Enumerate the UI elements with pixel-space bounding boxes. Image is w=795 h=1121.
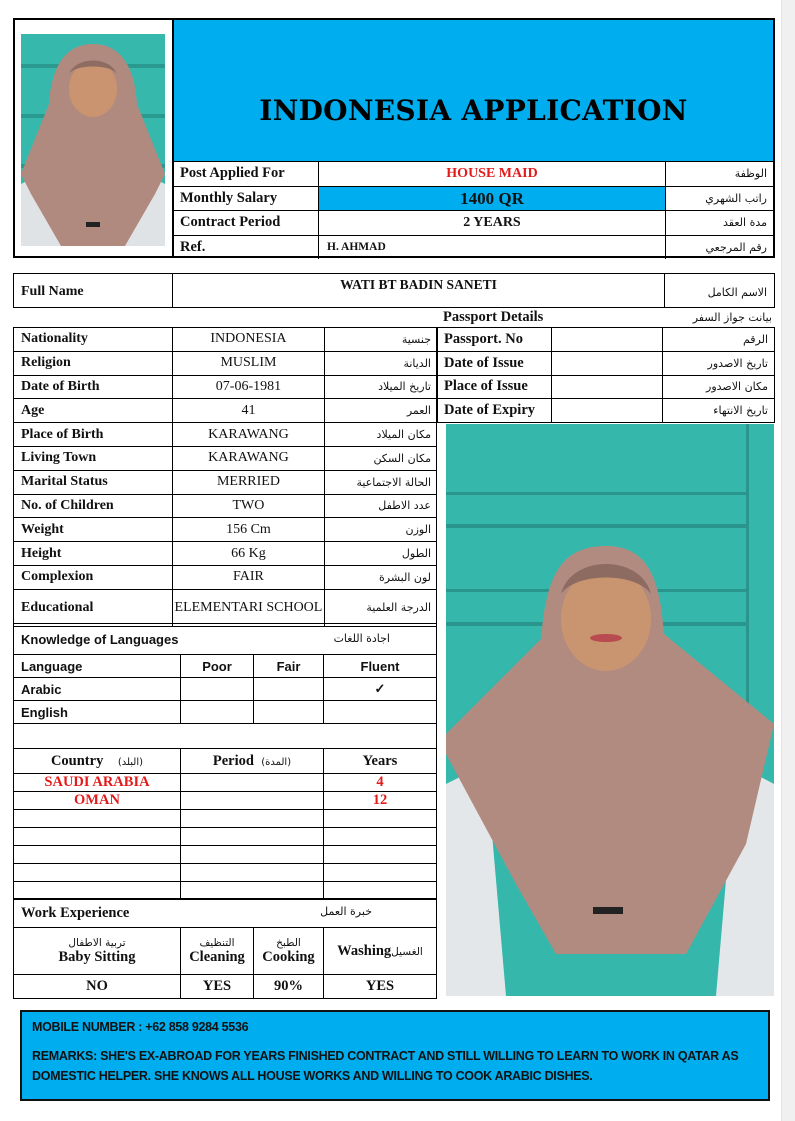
- issue-date-label: Date of Issue: [438, 351, 552, 375]
- table-row: [438, 328, 775, 352]
- period-cell: [181, 882, 324, 900]
- english-poor: [181, 701, 254, 724]
- work-title: Work Experience: [21, 904, 130, 921]
- col-poor: Poor: [181, 655, 254, 678]
- marital-arabic: الحالة الاجتماعية: [325, 470, 437, 494]
- languages-table: [13, 623, 437, 749]
- application-header: [13, 18, 775, 258]
- dob-arabic: تاريخ الميلاد: [325, 375, 437, 399]
- weight-arabic: الوزن: [325, 518, 437, 542]
- years-cell: [324, 864, 437, 882]
- table-row: [14, 446, 437, 470]
- table-row: [14, 399, 437, 423]
- arabic-poor: [181, 678, 254, 701]
- religion-label: Religion: [14, 351, 173, 375]
- country-cell: [14, 828, 181, 846]
- ref-arabic: رقم المرجعي: [705, 240, 767, 254]
- years-cell: [324, 846, 437, 864]
- table-row: [14, 470, 437, 494]
- table-row: [14, 810, 437, 828]
- children-value: TWO: [172, 494, 325, 518]
- period-cell: [181, 846, 324, 864]
- job-summary: [174, 161, 773, 259]
- country-header-arabic: (البلد): [117, 756, 144, 768]
- expiry-label: Date of Expiry: [438, 399, 552, 423]
- language-arabic: Arabic: [14, 678, 181, 701]
- country-cell: OMAN: [14, 792, 181, 810]
- issue-place-arabic: مكان الاصدور: [663, 375, 775, 399]
- education-value: ELEMENTARI SCHOOL: [172, 589, 325, 626]
- languages-heading-row: [14, 624, 437, 655]
- col-years: Years: [324, 749, 437, 774]
- languages-header-row: [14, 655, 437, 678]
- country-cell: [14, 846, 181, 864]
- table-row: [438, 351, 775, 375]
- baby-sitting-label: Baby Sitting: [58, 948, 136, 965]
- education-label: Educational: [14, 589, 173, 626]
- expiry-arabic: تاريخ الانتهاء: [663, 399, 775, 423]
- full-name-value: WATI BT BADIN SANETI: [173, 274, 665, 307]
- years-cell: [324, 882, 437, 900]
- languages-title: Knowledge of Languages: [21, 631, 179, 647]
- post-value: HOUSE MAID: [319, 162, 666, 186]
- languages-heading: [14, 624, 437, 655]
- table-row: [14, 565, 437, 589]
- issue-date-arabic: تاريخ الاصدور: [663, 351, 775, 375]
- birthplace-arabic: مكان الميلاد: [325, 423, 437, 447]
- issue-date-value: [552, 351, 663, 375]
- contract-arabic: مدة العقد: [723, 216, 767, 229]
- contract-label: Contract Period: [174, 211, 319, 235]
- period-cell: [181, 792, 324, 810]
- row-monthly-salary: [174, 186, 773, 211]
- expiry-value: [552, 399, 663, 423]
- experience-table: [13, 748, 437, 900]
- table-row: [438, 375, 775, 399]
- country-cell: SAUDI ARABIA: [14, 774, 181, 792]
- passport-title-arabic: بيانت جواز السفر: [692, 311, 772, 324]
- table-row: [14, 328, 437, 352]
- complexion-arabic: لون البشرة: [325, 565, 437, 589]
- skill-cooking: [254, 928, 324, 975]
- languages-title-arabic: اجادة اللغات: [333, 631, 390, 645]
- cleaning-arabic: التنظيف: [199, 936, 235, 949]
- passport-no-label: Passport. No: [438, 328, 552, 352]
- applicant-photo-large: [446, 424, 774, 996]
- years-cell: 4: [324, 774, 437, 792]
- ref-label: Ref.: [174, 236, 319, 260]
- passport-no-arabic: الرقم: [663, 328, 775, 352]
- living-town-arabic: مكان السكن: [325, 446, 437, 470]
- remarks-text: REMARKS: SHE'S EX-ABROAD FOR YEARS FINISHED CONTRACT AND STILL WILLING TO LEARN TO WORK IN QATAR AS DOMESTIC HELPER. SHE KNOWS ALL HOUSE WORKS AND WILLING TO COOK ARABIC DISHES.: [32, 1049, 739, 1083]
- washing-label: Washing: [337, 942, 392, 959]
- passport-title: Passport Details: [443, 309, 544, 325]
- country-cell: [14, 882, 181, 900]
- weight-label: Weight: [14, 518, 173, 542]
- english-fluent: [324, 701, 437, 724]
- table-row: [14, 494, 437, 518]
- marital-label: Marital Status: [14, 470, 173, 494]
- title-banner: [174, 20, 773, 161]
- table-row: [14, 701, 437, 724]
- religion-value: MUSLIM: [172, 351, 325, 375]
- work-heading: [14, 899, 437, 928]
- marital-value: MERRIED: [172, 470, 325, 494]
- full-name-label: Full Name: [14, 274, 173, 307]
- nationality-arabic: جنسية: [325, 328, 437, 352]
- row-contract-period: [174, 210, 773, 235]
- table-row: [14, 864, 437, 882]
- post-label: Post Applied For: [174, 162, 319, 186]
- age-value: 41: [172, 399, 325, 423]
- country-cell: [14, 864, 181, 882]
- washing-arabic: الغسيل: [391, 945, 423, 958]
- table-row: [14, 792, 437, 810]
- col-fluent: Fluent: [324, 655, 437, 678]
- living-town-value: KARAWANG: [172, 446, 325, 470]
- table-row: [14, 678, 437, 701]
- table-row: [14, 846, 437, 864]
- issue-place-label: Place of Issue: [438, 375, 552, 399]
- work-heading-row: [14, 899, 437, 928]
- applicant-photo-small: [21, 34, 165, 246]
- years-cell: [324, 828, 437, 846]
- issue-place-value: [552, 375, 663, 399]
- height-arabic: الطول: [325, 542, 437, 566]
- col-country: [14, 749, 181, 774]
- table-row: [14, 423, 437, 447]
- arabic-fair: [254, 678, 324, 701]
- education-arabic: الدرجة العلمية: [325, 589, 437, 626]
- skills-values-row: [14, 975, 437, 999]
- work-experience-table: [13, 898, 437, 999]
- salary-label: Monthly Salary: [174, 187, 319, 211]
- spacer-row: [14, 724, 437, 749]
- row-post-applied: [174, 161, 773, 186]
- table-row: [14, 828, 437, 846]
- passport-table: [437, 327, 775, 423]
- scrollbar[interactable]: [781, 0, 795, 1121]
- complexion-label: Complexion: [14, 565, 173, 589]
- cooking-value: 90%: [254, 975, 324, 999]
- passport-details-heading: [443, 309, 775, 326]
- birthplace-value: KARAWANG: [172, 423, 325, 447]
- cleaning-label: Cleaning: [189, 948, 245, 965]
- skill-baby-sitting: [14, 928, 181, 975]
- living-town-label: Living Town: [14, 446, 173, 470]
- col-language: Language: [14, 655, 181, 678]
- personal-details-table: [13, 327, 437, 627]
- salary-value: 1400 QR: [319, 187, 666, 211]
- years-cell: 12: [324, 792, 437, 810]
- period-header: Period: [212, 752, 254, 769]
- country-cell: [14, 810, 181, 828]
- table-row: [14, 375, 437, 399]
- cleaning-value: YES: [181, 975, 254, 999]
- table-row: [14, 882, 437, 900]
- years-cell: [324, 810, 437, 828]
- skills-header-row: [14, 928, 437, 975]
- religion-arabic: الديانة: [325, 351, 437, 375]
- children-arabic: عدد الاطفل: [325, 494, 437, 518]
- table-row: [14, 542, 437, 566]
- mobile-number: MOBILE NUMBER : +62 858 9284 5536: [32, 1020, 249, 1034]
- photo-small-cell: [15, 20, 174, 256]
- salary-arabic: راتب الشهري: [705, 191, 767, 205]
- nationality-value: INDONESIA: [172, 328, 325, 352]
- table-row: [14, 518, 437, 542]
- children-label: No. of Children: [14, 494, 173, 518]
- passport-no-value: [552, 328, 663, 352]
- cooking-label: Cooking: [262, 948, 315, 965]
- complexion-value: FAIR: [172, 565, 325, 589]
- english-fair: [254, 701, 324, 724]
- baby-sitting-arabic: تربية الاطفال: [68, 936, 126, 949]
- table-row: [14, 774, 437, 792]
- baby-sitting-value: NO: [14, 975, 181, 999]
- nationality-label: Nationality: [14, 328, 173, 352]
- post-arabic: الوظفة: [734, 167, 767, 180]
- period-header-arabic: (المدة): [261, 756, 292, 768]
- col-period: [181, 749, 324, 774]
- period-cell: [181, 864, 324, 882]
- age-arabic: العمر: [325, 399, 437, 423]
- age-label: Age: [14, 399, 173, 423]
- table-row: [14, 351, 437, 375]
- work-title-arabic: خبرة العمل: [320, 904, 372, 918]
- skill-washing: [324, 928, 437, 975]
- washing-value: YES: [324, 975, 437, 999]
- birthplace-label: Place of Birth: [14, 423, 173, 447]
- full-name-arabic: الاسم الكامل: [707, 286, 767, 299]
- col-fair: Fair: [254, 655, 324, 678]
- experience-header-row: [14, 749, 437, 774]
- full-name-row: [13, 273, 775, 308]
- height-value: 66 Kg: [172, 542, 325, 566]
- period-cell: [181, 774, 324, 792]
- dob-value: 07-06-1981: [172, 375, 325, 399]
- country-header: Country: [50, 752, 104, 769]
- height-label: Height: [14, 542, 173, 566]
- weight-value: 156 Cm: [172, 518, 325, 542]
- ref-value: H. AHMAD: [319, 236, 666, 260]
- check-icon: ✓: [324, 678, 437, 701]
- language-english: English: [14, 701, 181, 724]
- spacer: [14, 724, 437, 749]
- cooking-arabic: الطبخ: [276, 936, 301, 949]
- row-ref: [174, 235, 773, 260]
- period-cell: [181, 828, 324, 846]
- period-cell: [181, 810, 324, 828]
- table-row: [14, 589, 437, 626]
- dob-label: Date of Birth: [14, 375, 173, 399]
- remarks-box: [20, 1010, 770, 1101]
- contract-value: 2 YEARS: [319, 211, 666, 235]
- skill-cleaning: [181, 928, 254, 975]
- table-row: [438, 399, 775, 423]
- page-title: INDONESIA APPLICATION: [259, 94, 688, 127]
